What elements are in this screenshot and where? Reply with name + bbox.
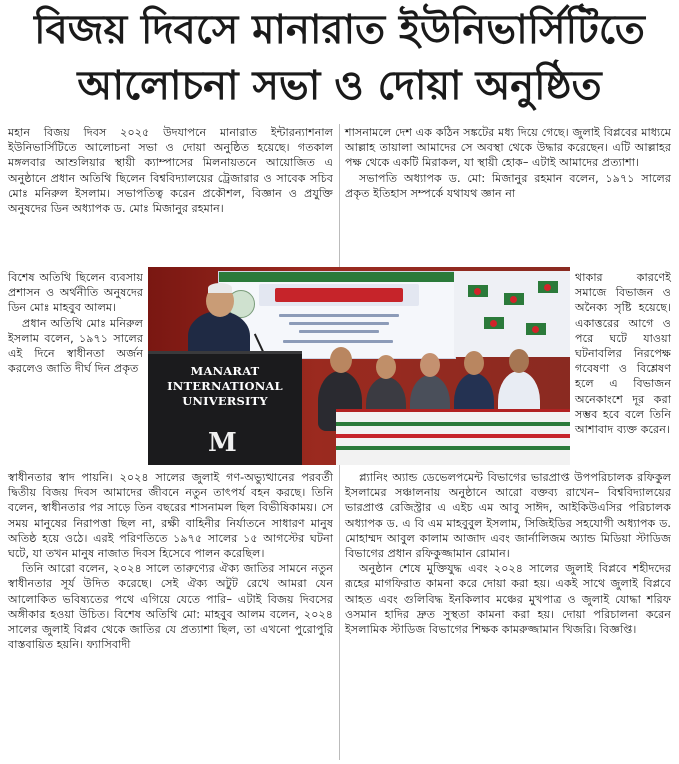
headline-line-2: আলোচনা সভা ও দোয়া অনুষ্ঠিত — [77, 62, 602, 109]
left-column-narrow — [8, 270, 143, 376]
intro-paragraph: মহান বিজয় দিবস ২০২৫ উদযাপনে মানারাত ইন্টারন্যাশনাল ইউনিভার্সিটিতে আলোচনা সভা ও দোয়া অনুষ্ঠিত হয়েছে। গতকাল মঙ্গলবার আশুলিয়ার স্থায়ী ক্যাম্পাসের মিলনায়তনে আয়োজিত এ অনুষ্ঠানে প্রধান অতিথি ছিলেন বিশ্ববিদ্যালয়ের ট্রেজারার ও সাবেক সচিব মোঃ মনিরুল ইসলাম। সভাপতিত্ব করেন প্রকৌশল, বিজ্ঞান ও প্রযুক্তি অনুষদের ডিন অধ্যাপক ড. মোঃ মিজানুর রহমান। — [8, 126, 333, 216]
right-column-bottom — [345, 470, 671, 637]
event-photo — [148, 267, 570, 465]
podium-label: MANARAT INTERNATIONAL UNIVERSITY — [167, 364, 283, 408]
left-column-top — [8, 125, 333, 216]
left-column-bottom — [8, 470, 333, 652]
continued-paragraph: স্বাধীনতার স্বাদ পায়নি। ২০২৪ সালের জুলাই গণ-অভ্যুত্থানের পরবর্তী দ্বিতীয় বিজয় দিবস আমাদের জীবনে নতুন তাৎপর্য বহন করছে। তিনি বলেন, স্বাধীনতার পর সাড়ে তিন বছরের শাসনামল ছিল বিভীষিকাময়। সে সময় মানুষের নিরাপত্তা ছিল না, রক্ষী বাহিনীর নির্যাতনে সাধারণ মানুষ অতিষ্ঠ হয়ে ওঠে। এরই পরিণতিতে ১৯৭৫ সালের ১৫ আগস্টের ঘটনা ঘটে, যা তখন মানুষ নাজাত দিবস হিসেবে পালন করেছিল। — [8, 471, 333, 561]
flag-decoration — [454, 271, 570, 357]
president-remarks-paragraph: সভাপতি অধ্যাপক ড. মো: মিজানুর রহমান বলেন, ১৯৭১ সালের প্রকৃত ইতিহাস সম্পর্কে যথাযথ জ্ঞান না — [345, 171, 671, 200]
headline-line-1: বিজয় দিবসে মানারাত ইউনিভার্সিটিতে — [34, 6, 645, 53]
prayer-paragraph: অনুষ্ঠান শেষে মুক্তিযুদ্ধ এবং ২০২৪ সালের জুলাই বিপ্লবে শহীদদের রূহের মাগফিরাত কামনা করে দোয়া করা হয়। একই সাথে জুলাই বিপ্লবে আহত এবং গুলিবিদ্ধ ইনকিলাব মঞ্চের মুখপাত্র ও জুলাই যোদ্ধা শরিফ ওসমান হাদির দ্রুত সুস্থতা কামনা করা হয়। দোয়া পরিচালনা করেন ইসলামিক স্টাডিজ বিভাগের শিক্ষক কামরুজ্জামান খিজরি। বিজ্ঞপ্তি। — [345, 562, 671, 637]
other-speakers-paragraph: প্ল্যানিং অ্যান্ড ডেভেলপমেন্ট বিভাগের ভারপ্রাপ্ত উপপরিচালক রফিকুল ইসলামের সঞ্চালনায় অনুষ্ঠানে আরো বক্তব্য রাখেন– বিশ্ববিদ্যালয়ের ভারপ্রাপ্ত রেজিস্ট্রার এ এইচ এম আবু সাঈদ, আইকিউএসির পরিচালক অধ্যাপক ড. এ বি এম মাহবুবুল ইসলাম, সিজিইডির সহযোগী অধ্যাপক ড. মোহাম্মদ আবুল কালাম আজাদ এবং জার্নালিজম অ্যান্ড মিডিয়া স্টাডিজ বিভাগের প্রধান রফিকুজ্জামান রোমান। — [345, 471, 671, 561]
right-column-top — [345, 125, 671, 201]
president-remarks-continued: থাকার কারণেই সমাজে বিভাজন ও অনৈক্য সৃষ্টি হয়েছে। একাত্তরের আগে ও পরে ঘটে যাওয়া ঘটনাবলির নিরপেক্ষ গবেষণা ও বিশ্লেষণ হলে এ বিভাজন অনেকাংশে দূর করা সম্ভব হবে বলে তিনি আশাবাদ ব্যক্ত করেন। — [575, 271, 671, 437]
right-column-narrow — [575, 270, 671, 437]
podium — [148, 351, 302, 465]
chief-guest-paragraph: প্রধান অতিথি মোঃ মনিরুল ইসলাম বলেন, ১৯৭১ সালের এই দিনে স্বাধীনতা অর্জন করলেও জাতি দীর্ঘ দিন প্রকৃত — [8, 316, 143, 376]
podium-letter: M — [208, 428, 237, 458]
guest-table — [336, 409, 570, 465]
special-guest-paragraph: বিশেষ অতিথি ছিলেন ব্যবসায় প্রশাসন ও অর্থনীতি অনুষদের ডিন মোঃ মাহবুব আলম। — [8, 271, 143, 315]
stage-banner — [218, 271, 456, 359]
continued-remarks-paragraph: শাসনামলে দেশ এক কঠিন সঙ্কটের মধ্য দিয়ে গেছে। জুলাই বিপ্লবের মাধ্যমে আল্লাহ তায়ালা আমাদের সে অবস্থা থেকে উদ্ধার করেছেন। এটি আল্লাহর পক্ষ থেকে একটি মিরাকল, যা স্থায়ী হোক– এটাই আমাদের প্রত্যাশা। — [345, 126, 671, 170]
further-remarks-paragraph: তিনি আরো বলেন, ২০২৪ সালে তারুণ্যের ঐক্য জাতির সামনে নতুন স্বাধীনতার সূর্য উদিত করেছে। সেই ঐক্য অটুট রেখে আমরা যেন আলোকিত ভবিষ্যতের পথে এগিয়ে যেতে পারি– এটাই বিজয় দিবসের অঙ্গীকার হওয়া উচিত। বিশেষ অতিথি মো: মাহবুব আলম বলেন, ২০২৪ সালের জুলাই বিপ্লব থেকে জাতির যে প্রত্যাশা ছিল, তা এখনো পুরোপুরি বাস্তবায়িত হয়নি। ফ্যাসিবাদী — [8, 562, 333, 652]
